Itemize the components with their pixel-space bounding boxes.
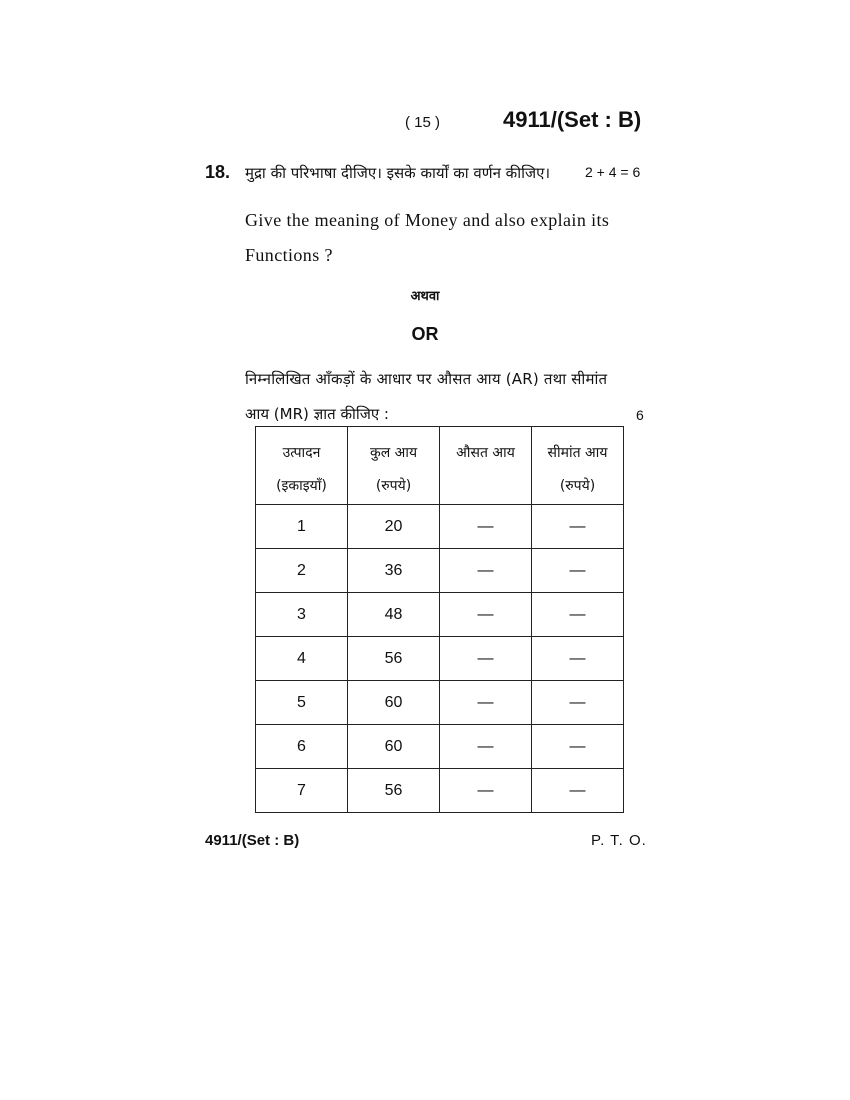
cell-total-revenue: 56 xyxy=(348,769,440,813)
header-output-line1: उत्पादन xyxy=(282,445,321,461)
alt-question-line-1: निम्नलिखित आँकड़ों के आधार पर औसत आय (AR) तथा सीमांत xyxy=(245,370,608,388)
table-row xyxy=(256,681,624,725)
cell-output: 2 xyxy=(256,549,348,593)
or-separator-english: OR xyxy=(411,324,439,344)
cell-output: 7 xyxy=(256,769,348,813)
cell-total-revenue: 36 xyxy=(348,549,440,593)
or-separator-hindi: अथवा xyxy=(410,289,440,304)
question-number: 18. xyxy=(205,162,231,182)
pto-label: P. T. O. xyxy=(591,832,647,849)
cell-average-revenue: — xyxy=(440,769,532,813)
cell-marginal-revenue: — xyxy=(532,505,624,549)
cell-total-revenue: 60 xyxy=(348,725,440,769)
cell-marginal-revenue: — xyxy=(532,725,624,769)
table-row xyxy=(256,593,624,637)
cell-marginal-revenue: — xyxy=(532,549,624,593)
cell-average-revenue: — xyxy=(440,593,532,637)
table-header-row xyxy=(256,427,624,505)
header-marginal-revenue-line1: सीमांत आय xyxy=(547,445,608,461)
cell-average-revenue: — xyxy=(440,637,532,681)
cell-marginal-revenue: — xyxy=(532,637,624,681)
cell-average-revenue: — xyxy=(440,725,532,769)
header-marginal-revenue-line2: (रुपये) xyxy=(559,478,596,494)
header-average-revenue-line1: औसत आय xyxy=(456,445,515,461)
table-row xyxy=(256,637,624,681)
header-average-revenue xyxy=(440,427,532,505)
cell-marginal-revenue: — xyxy=(532,593,624,637)
cell-average-revenue: — xyxy=(440,681,532,725)
table-row xyxy=(256,725,624,769)
question-text-english: Give the meaning of Money and also explain its Functions ? xyxy=(245,210,610,265)
table-row xyxy=(256,769,624,813)
paper-code-footer: 4911/(Set : B) xyxy=(205,832,300,849)
question-marks: 2 + 4 = 6 xyxy=(585,164,641,180)
cell-marginal-revenue: — xyxy=(532,681,624,725)
cell-output: 1 xyxy=(256,505,348,549)
cell-marginal-revenue: — xyxy=(532,769,624,813)
revenue-table xyxy=(255,426,624,813)
cell-total-revenue: 60 xyxy=(348,681,440,725)
header-total-revenue-line1: कुल आय xyxy=(369,445,418,461)
alt-question-marks: 6 xyxy=(636,407,644,423)
question-text-hindi: मुद्रा की परिभाषा दीजिए। इसके कार्यों का वर्णन कीजिए। xyxy=(245,164,551,182)
cell-average-revenue: — xyxy=(440,549,532,593)
page-number: ( 15 ) xyxy=(405,114,441,131)
cell-total-revenue: 20 xyxy=(348,505,440,549)
alt-question-line-2: आय (MR) ज्ञात कीजिए : xyxy=(245,405,389,423)
header-marginal-revenue xyxy=(532,427,624,505)
header-total-revenue xyxy=(348,427,440,505)
paper-code-header: 4911/(Set : B) xyxy=(503,107,642,132)
header-output xyxy=(256,427,348,505)
table-row xyxy=(256,505,624,549)
cell-output: 3 xyxy=(256,593,348,637)
cell-average-revenue: — xyxy=(440,505,532,549)
header-output-line2: (इकाइयाँ) xyxy=(276,478,327,494)
cell-output: 6 xyxy=(256,725,348,769)
header-total-revenue-line2: (रुपये) xyxy=(375,478,412,494)
cell-output: 5 xyxy=(256,681,348,725)
cell-total-revenue: 56 xyxy=(348,637,440,681)
cell-output: 4 xyxy=(256,637,348,681)
cell-total-revenue: 48 xyxy=(348,593,440,637)
table-row xyxy=(256,549,624,593)
